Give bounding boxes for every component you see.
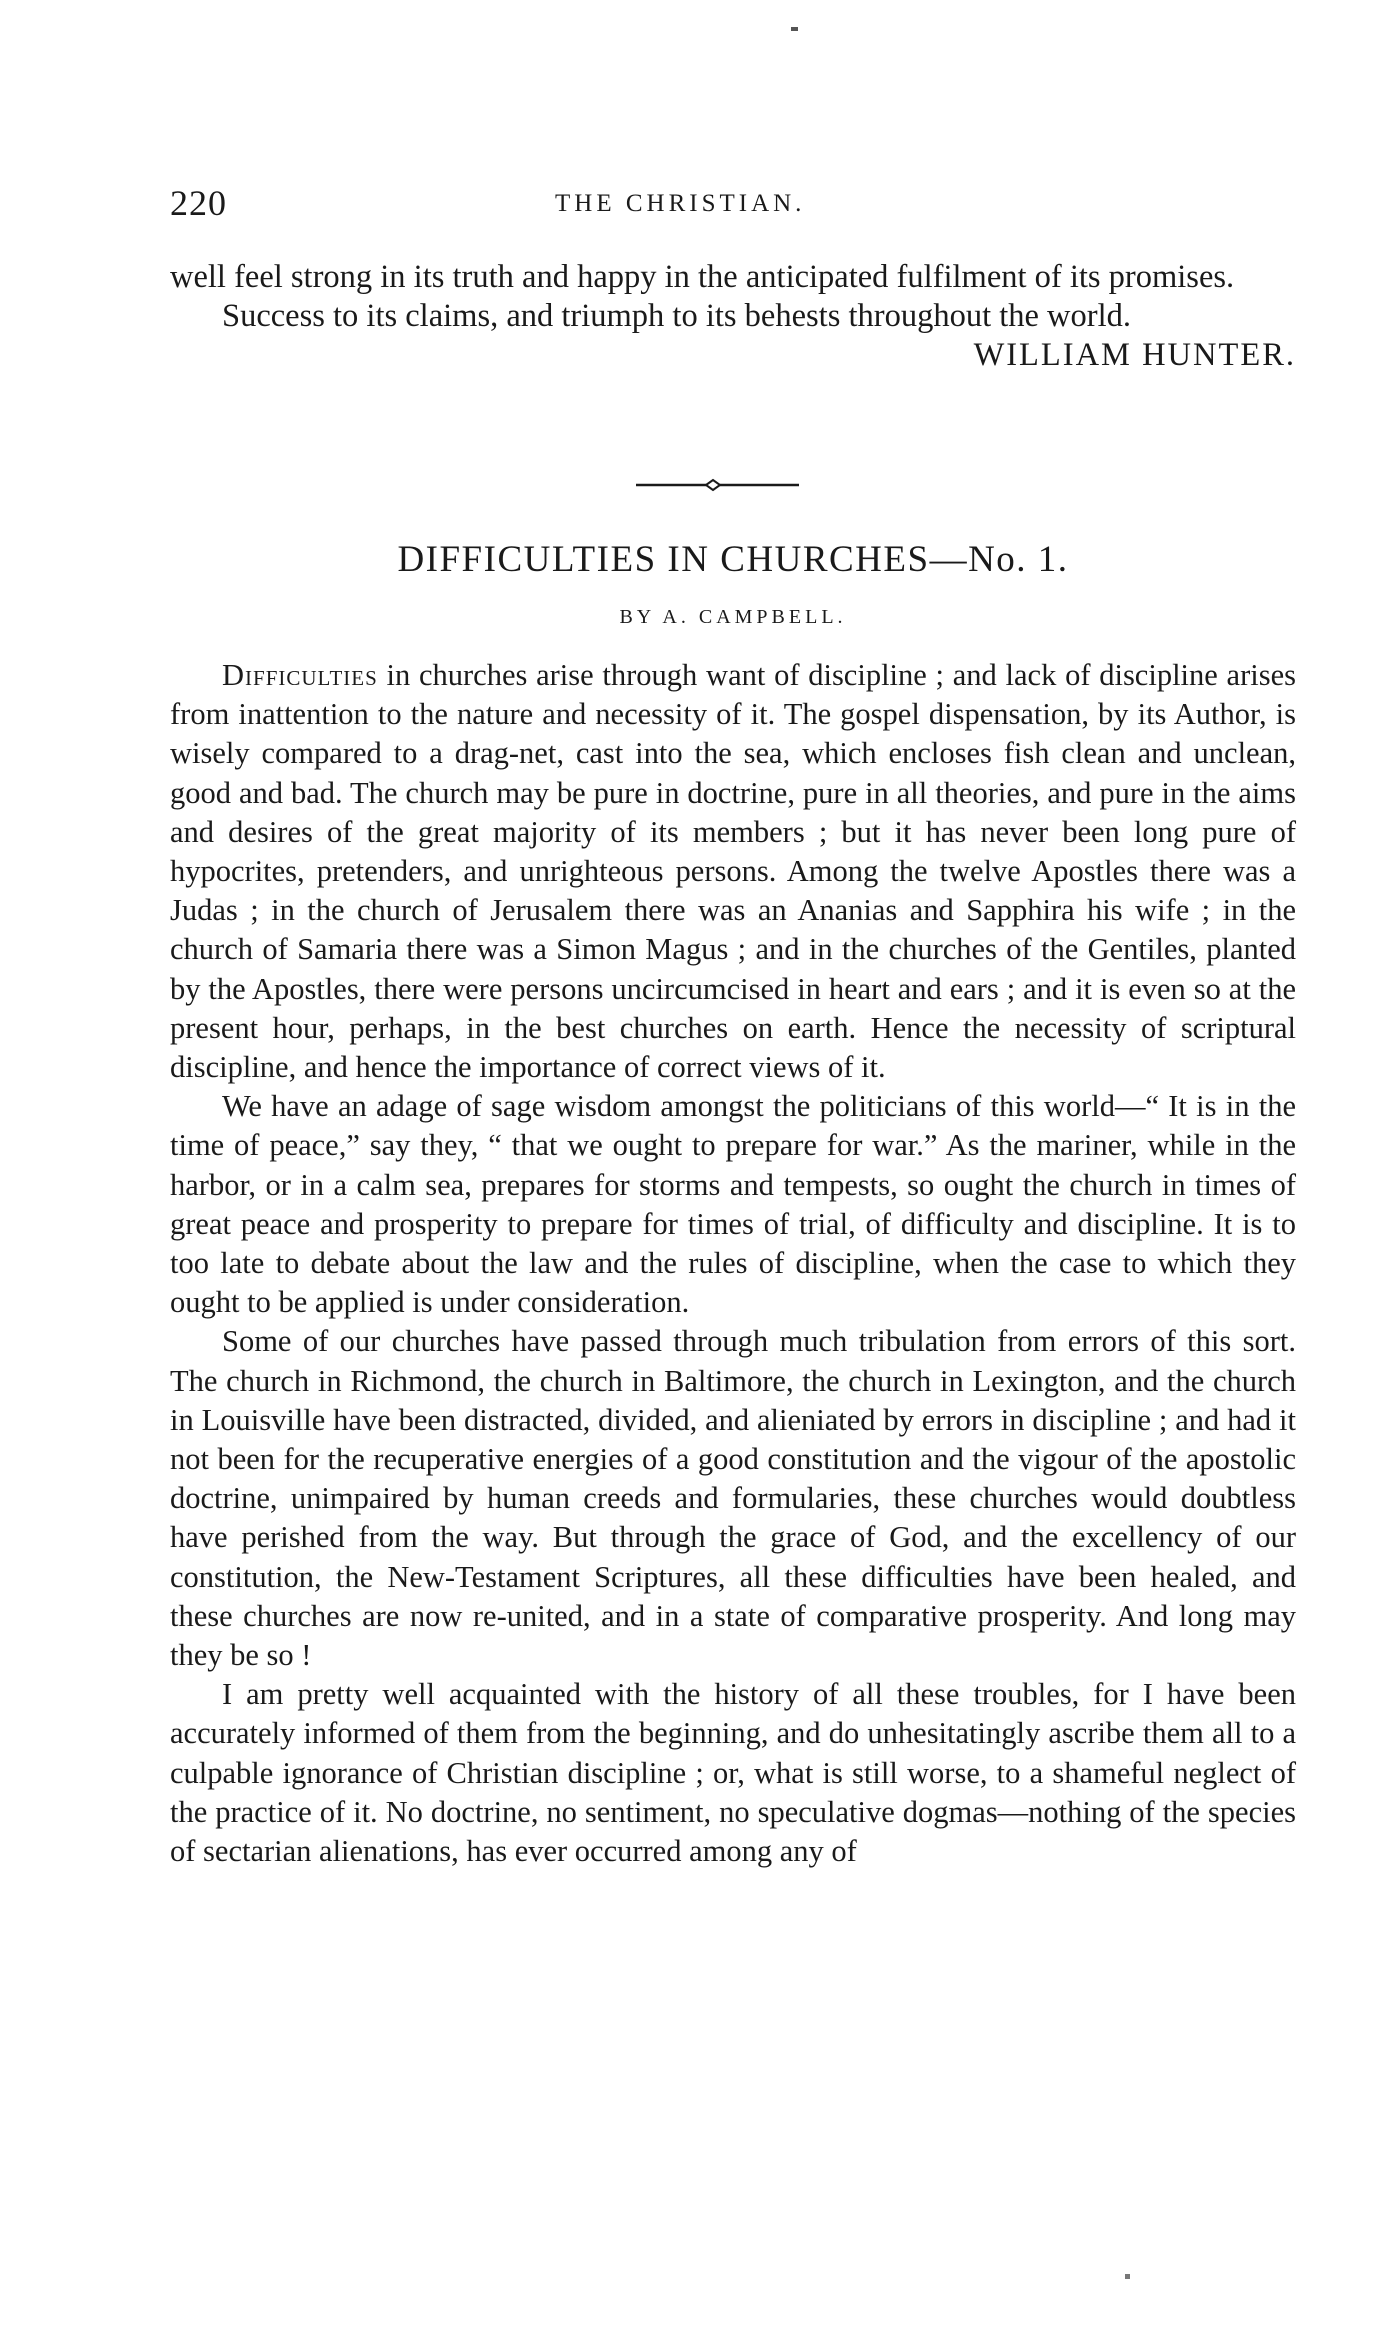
paragraph-3: Some of our churches have passed through much tribulation from errors of this sort. The church in Richmond, the church in Baltimore, the church in Lexington, and the church in Louisville have been distracted, divided, and alieniated by errors in discipline ; and had it not been for the recuperative energies of a good constitution and the vigour of the apostolic doctrine, unimpaired by human creeds and formularies, these churches would doubtless have perished from the way. But through the grace of God, and the excellency of our constitution, the New-Testament Scriptures, all these difficulties have been healed, and these churches are now re-united, and in a state of comparative prosperity. And long may they be so ! xyxy=(170,1324,1296,1673)
previous-closing-paragraph xyxy=(170,297,1296,373)
print-speck xyxy=(791,27,798,31)
page-number: 220 xyxy=(170,183,227,223)
article-byline: BY A. CAMPBELL. xyxy=(619,606,847,628)
paragraph-text: in churches arise through want of discipline ; and lack of discipline arises from inattention to the nature and necessity of it. The gospel dispensation, by its Author, is wisely compared to a drag-net, cast into the sea, which encloses fish clean and unclean, good and bad. The church may be pure in doctrine, pure in all theories, and pure in the aims and desires of the great majority of its members ; but it has never been long pure of hypocrites, pretenders, and unrighteous persons. Among the twelve Apostles there was a Judas ; in the church of Jerusalem there was an Ananias and Sapphira his wife ; in the church of Samaria there was a Simon Magus ; and in the churches of the Gentiles, planted by the Apostles, there were persons uncircumcised in heart and ears ; and it is even so at the present hour, perhaps, in the best churches on earth. Hence the necessity of scriptural discipline, and hence the importance of correct views of it. xyxy=(170,658,1296,1085)
previous-paragraph: well feel strong in its truth and happy in the anticipated fulfilment of its promises. xyxy=(170,259,1235,295)
lead-word: Difficulties xyxy=(222,658,378,692)
paragraph-4: I am pretty well acquainted with the history of all these troubles, for I have been accurately informed of them from the beginning, and do unhesitatingly ascribe them all to a culpable ignorance of Christian discipline ; or, what is still worse, to a shameful neglect of the practice of it. No doctrine, no sentiment, no speculative dogmas—nothing of the species of sectarian alienations, has ever occurred among any of xyxy=(170,1677,1296,1869)
author-signature: WILLIAM HUNTER. xyxy=(973,337,1296,373)
paragraph-1 xyxy=(170,656,1296,1087)
page-header xyxy=(170,183,1300,223)
print-speck xyxy=(1125,2274,1130,2279)
paragraph-2: We have an adage of sage wisdom amongst the politicians of this world—“ It is in the time of peace,” say they, “ that we ought to prepare for war.” As the mariner, while in the harbor, or in a calm sea, prepares for storms and tempests, so ought the church in times of great peace and prosperity to prepare for times of trial, of difficulty and discipline. It is to too late to debate about the law and the rules of discipline, when the case to which they ought to be applied is under consideration. xyxy=(170,1089,1296,1320)
closing-text: Success to its claims, and triumph to its behests throughout the world. xyxy=(222,298,1132,334)
previous-article-ending xyxy=(170,258,1296,375)
ornamental-divider xyxy=(636,478,799,492)
article-body xyxy=(170,656,1296,1871)
running-title: THE CHRISTIAN. xyxy=(555,190,806,217)
article-title: DIFFICULTIES IN CHURCHES—No. 1. xyxy=(397,539,1069,580)
